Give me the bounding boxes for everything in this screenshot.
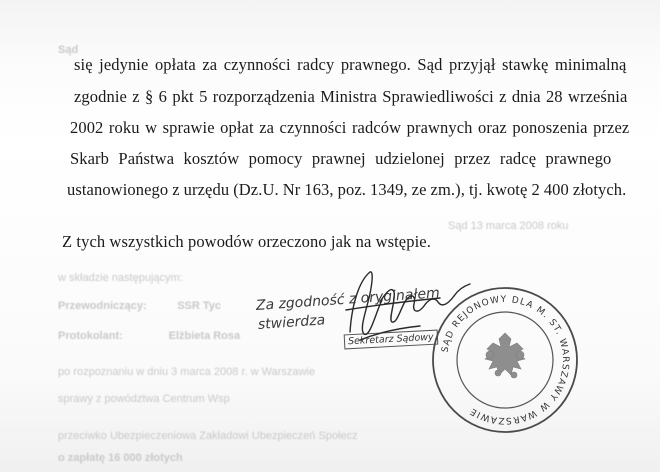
- bleedthrough-line: Protokolant: Elżbieta Rosa: [58, 330, 241, 342]
- bleedthrough-line: sprawy z powództwa Centrum Wsp: [58, 393, 230, 405]
- bleedthrough-line: w składzie następującym:: [58, 272, 183, 284]
- bleedthrough-line: przeciwko Ubezpieczeniowa Zakładowi Ubezpieczeń Społecz: [58, 430, 358, 442]
- body-line: Skarb Państwa kosztów pomocy prawnej udzielonej przez radcę prawnego: [70, 149, 612, 168]
- body-line: 2002 roku w sprawie opłat za czynności radców prawnych oraz ponoszenia przez: [70, 118, 630, 137]
- bleedthrough-line: Sąd: [58, 44, 79, 56]
- body-line: się jedynie opłata za czynności radcy prawnego. Sąd przyjął stawkę minimalną: [74, 55, 627, 74]
- bleedthrough-line: o zapłatę 16 000 złotych: [58, 452, 183, 464]
- seal-ring-text: SĄD REJONOWY DLA M. ST. WARSZAWY W WARSZAWIE: [440, 294, 571, 426]
- bleedthrough-line: Przewodniczący: SSR Tyc: [58, 300, 222, 312]
- bleedthrough-line: Sąd 13 marca 2008 roku: [448, 220, 569, 232]
- certification-line: Za zgodność z oryginałem: [255, 285, 441, 314]
- court-seal-image: [430, 285, 580, 435]
- body-line: ustanowionego z urzędu (Dz.U. Nr 163, poz. 1349, ze zm.), tj. kwotę 2 400 złotych.: [67, 180, 627, 199]
- closing-sentence: Z tych wszystkich powodów orzeczono jak na wstępie.: [62, 232, 431, 251]
- eagle-emblem-icon: [485, 333, 525, 378]
- bleedthrough-line: po rozpoznaniu w dniu 3 marca 2008 r. w Warszawie: [58, 366, 315, 378]
- certification-line: stwierdza: [257, 312, 326, 333]
- secretary-role-label: Sekretarz Sądowy: [344, 330, 438, 350]
- body-line: zgodnie z § 6 pkt 5 rozporządzenia Ministra Sprawiedliwości z dnia 28 września: [74, 87, 628, 106]
